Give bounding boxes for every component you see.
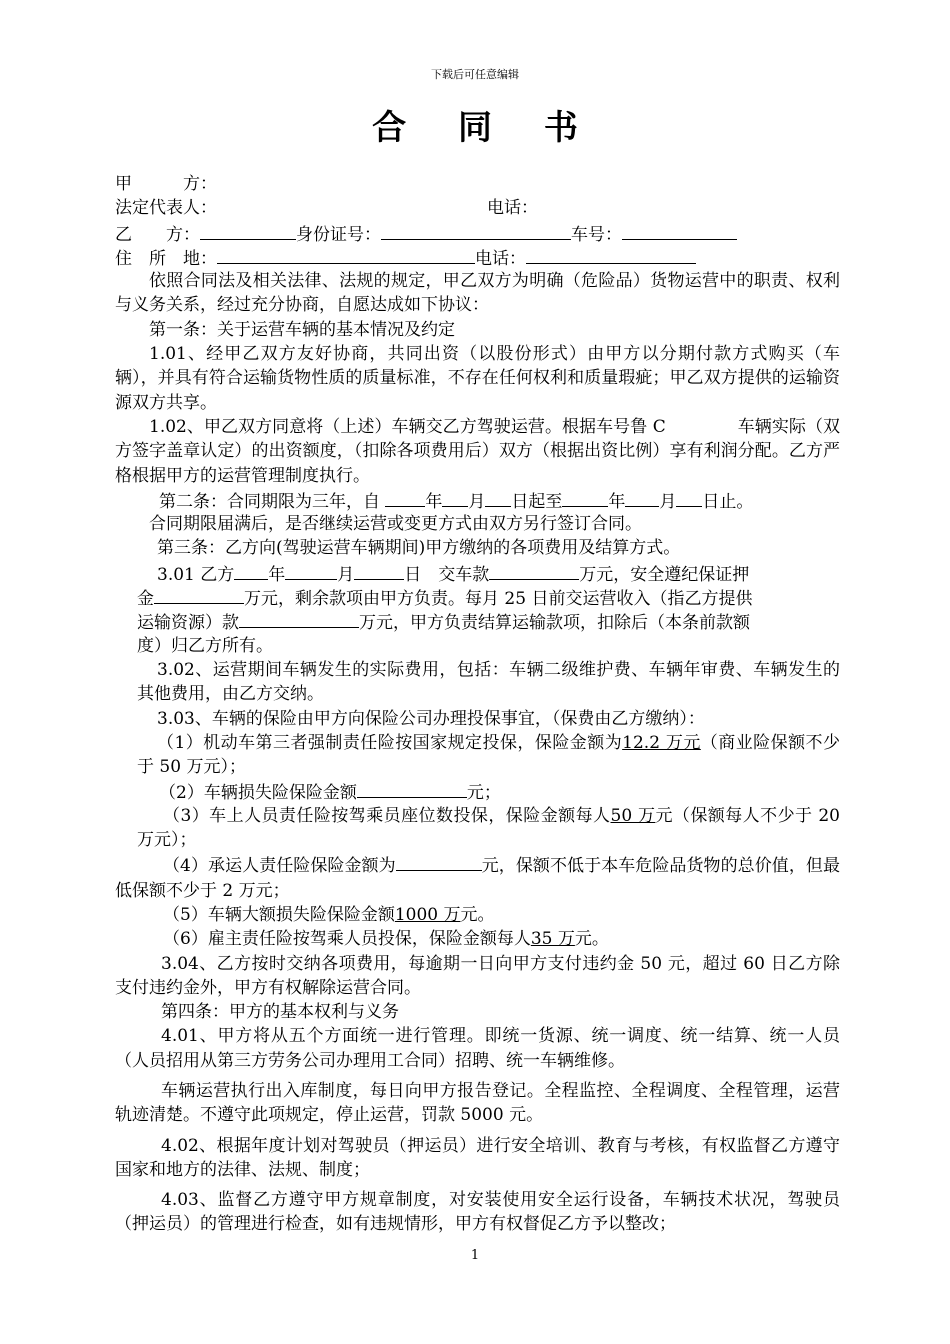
clause-3-01-line3: 运输资源）款 万元，甲方负责结算运输款项，扣除后（本条前款额: [115, 609, 840, 633]
phone2-blank[interactable]: [526, 245, 696, 264]
clause-1-02: 1.02、甲乙双方同意将（上述）车辆交乙方驾驶运营。根据车号鲁 C 车辆实际（双方签字盖章认定）的出资额度，（扣除各项费用后）双方（根据出资比例）享有利润分配。乙方严格根据甲方的运营管理制度执行。: [115, 416, 841, 486]
insurance-6: （6）雇主责任险按驾乘人员投保，保险金额每人35 万元。: [163, 929, 609, 950]
header-note: 下载后可任意编辑: [431, 68, 519, 81]
vehicle-loss-blank[interactable]: [357, 779, 467, 798]
clause-4-01b: 车辆运营执行出入库制度，每日向甲方报告登记。全程监控、全程调度、全程管理，运营轨迹清楚。不遵守此项规定，停止运营，罚款 5000 元。: [115, 1080, 840, 1126]
car-label: 车号：: [571, 224, 622, 245]
party-yi-line: [115, 221, 840, 245]
party-addr-line: [115, 245, 840, 269]
rep-label: 法定代表人：: [115, 198, 217, 219]
deliver-day-blank[interactable]: [354, 561, 404, 580]
income-blank[interactable]: [239, 609, 359, 628]
insurance-5: （5）车辆大额损失险保险金额1000 万元。: [163, 904, 495, 925]
deliver-month-blank[interactable]: [285, 561, 337, 580]
clause-3-01-line1: 3.01 乙方 年 月 日 交车款 万元，安全遵纪保证押: [115, 561, 840, 585]
intro-paragraph: 依照合同法及相关法律、法规的规定，甲乙双方为明确（危险品）货物运营中的职责、权利与义务关系，经过充分协商，自愿达成如下协议：: [115, 271, 840, 316]
start-month-blank[interactable]: [442, 488, 468, 507]
art3-heading: 第三条：乙方向(驾驶运营车辆期间)甲方缴纳的各项费用及结算方式。: [157, 538, 681, 559]
id-blank[interactable]: [381, 221, 571, 240]
deposit-blank[interactable]: [154, 585, 244, 604]
party-jia-label: 甲 方：: [115, 174, 217, 194]
art2-renew: 合同期限届满后，是否继续运营或变更方式由双方另行签订合同。: [149, 514, 642, 535]
name-blank[interactable]: [200, 221, 296, 240]
id-label: 身份证号：: [296, 224, 381, 245]
addr-label: 住 所 地：: [115, 248, 217, 269]
start-day-blank[interactable]: [485, 488, 511, 507]
party-rep-line: [115, 196, 840, 220]
clause-3-02: 3.02、运营期间车辆发生的实际费用，包括：车辆二级维护费、车辆年审费、车辆发生的其他费用，由乙方交纳。: [137, 659, 840, 705]
clause-4-01: 4.01、甲方将从五个方面统一进行管理。即统一货源、统一调度、统一结算、统一人员（人员招用从第三方劳务公司办理用工合同）招聘、统一车辆维修。: [115, 1026, 840, 1071]
clause-1-01: 1.01、经甲乙双方友好协商，共同出资（以股份形式）由甲方以分期付款方式购买（车辆），并具有符合运输货物性质的质量标准，不存在任何权利和质量瑕疵；甲乙双方提供的运输资源双方共享。: [115, 344, 840, 413]
vehicle-payment-blank[interactable]: [489, 561, 579, 580]
insurance-3: （3）车上人员责任险按驾乘员座位数投保，保险金额每人50 万元（保额每人不少于 20 万元）；: [137, 805, 840, 851]
end-month-blank[interactable]: [625, 488, 659, 507]
party-yi-label: 乙 方：: [115, 224, 200, 245]
art2-line: 第二条：合同期限为三年，自 年 月 日起至 年 月 日止。: [115, 488, 840, 512]
clause-3-03: 3.03、车辆的保险由甲方向保险公司办理投保事宜，（保费由乙方缴纳）：: [157, 708, 705, 729]
art1-heading: 第一条：关于运营车辆的基本情况及约定: [149, 319, 455, 340]
phone-label: 电话：: [487, 198, 538, 219]
contract-body: [115, 172, 840, 1237]
insurance-4: （4）承运人责任险保险金额为 元，保额不低于本车危险品货物的总价值，但最低保额不少于 2 万元；: [115, 852, 840, 903]
party-jia-line: [115, 172, 840, 196]
page-number: 1: [470, 1248, 480, 1263]
insurance-2: （2）车辆损失险保险金额 元；: [115, 779, 840, 803]
clause-4-03: 4.03、监督乙方遵守甲方规章制度，对安装使用安全运行设备，车辆技术状况，驾驶员（押运员）的管理进行检查，如有违规情形，甲方有权督促乙方予以整改；: [115, 1190, 840, 1235]
clause-3-01-line2: 金 万元，剩余款项由甲方负责。每月 25 日前交运营收入（指乙方提供: [115, 585, 840, 609]
art4-heading: 第四条：甲方的基本权利与义务: [161, 1002, 399, 1023]
clause-3-04: 3.04、乙方按时交纳各项费用，每逾期一日向甲方支付违约金 50 元，超过 60 日乙方除支付违约金外，甲方有权解除运营合同。: [115, 953, 840, 998]
start-year-blank[interactable]: [385, 488, 425, 507]
carrier-liability-blank[interactable]: [396, 852, 482, 871]
deliver-year-blank[interactable]: [234, 561, 268, 580]
end-year-blank[interactable]: [562, 488, 608, 507]
phone2-label: 电话：: [475, 248, 526, 269]
addr-blank[interactable]: [217, 245, 475, 264]
car-blank[interactable]: [622, 221, 737, 240]
end-day-blank[interactable]: [676, 488, 702, 507]
insurance-1: （1）机动车第三者强制责任险按国家规定投保，保险金额为12.2 万元（商业险保额不少于 50 万元）；: [137, 732, 840, 778]
document-title: 合 同 书: [372, 108, 598, 148]
clause-4-02: 4.02、根据年度计划对驾驶员（押运员）进行安全培训、教育与考核，有权监督乙方遵守国家和地方的法律、法规、制度；: [115, 1135, 840, 1180]
clause-3-01-line4: 度）归乙方所有。: [137, 635, 273, 656]
